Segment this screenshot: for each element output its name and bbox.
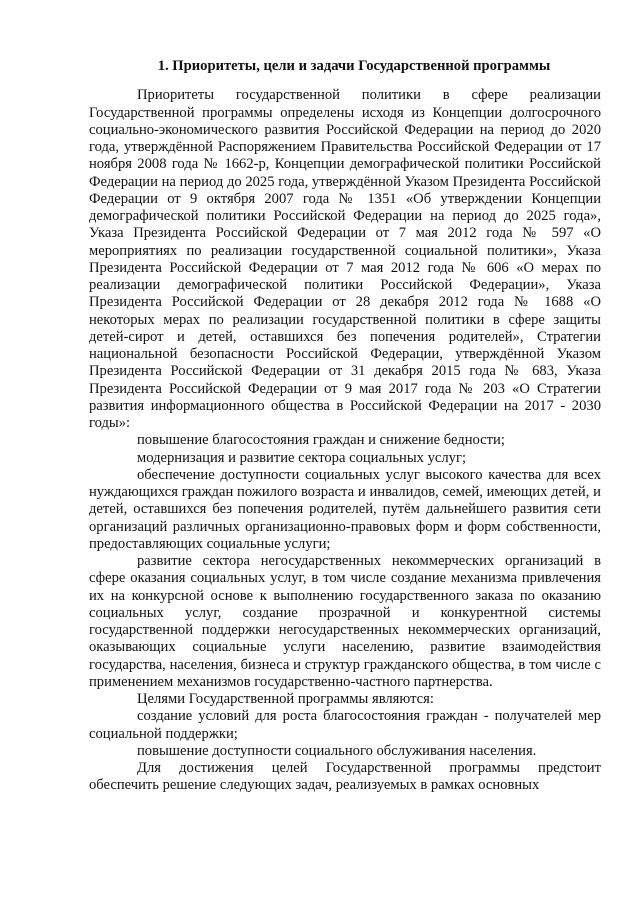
list-item-welfare: повышение благосостояния граждан и снижение бедности;: [137, 432, 505, 449]
list-item-ngo-sector: развитие сектора негосударственных некоммерческих организаций в сфере оказания социальных услуг, в том числе создание механизма привлечения их на конкурсной основе к выполнению государственного заказа по оказанию социальных услуг, создание прозрачной и конкурентной системы государственной поддержки негосударственных некоммерческих организаций, оказывающих социальные услуги населению, развитие взаимодействия государства, населения, бизнеса и структур гражданского общества, в том числе с применением механизмов государственно-частного партнерства.: [89, 553, 601, 690]
paragraph-goals-intro: Целями Государственной программы являются:: [137, 691, 434, 707]
paragraph-tasks-intro: Для достижения целей Государственной программы предстоит обеспечить решение следующих задач, реализуемых в рамках основных: [89, 760, 601, 794]
list-item-goal-service-access: повышение доступности социального обслуживания населения.: [137, 742, 537, 759]
section-heading: 1. Приоритеты, цели и задачи Государственной программы: [157, 58, 551, 74]
list-item-accessibility: обеспечение доступности социальных услуг высокого качества для всех нуждающихся граждан пожилого возраста и инвалидов, семей, имеющих детей, и детей, оставшихся без попечения родителей, путём дальнейшего развития сети организаций различных организационно-правовых форм и форм собственности, предоставляющих социальные услуги;: [89, 466, 601, 552]
list-item-modernization: модернизация и развитие сектора социальных услуг;: [137, 449, 466, 466]
document-page: [89, 58, 601, 795]
list-item-goal-welfare-growth: создание условий для роста благосостояния граждан - получателей мер социальной поддержки;: [89, 708, 601, 742]
paragraph-priorities: Приоритеты государственной политики в сфере реализации Государственной программы определены исходя из Концепции долгосрочного социально-экономического развития Российской Федерации на период до 2020 года, утверждённой Распоряжением Правительства Российской Федерации от 17 ноября 2008 года № 1662-р, Концепции демографической политики Российской Федерации на период до 2025 года, утверждённой Указом Президента Российской Федерации от 9 октября 2007 года № 1351 «Об утверждении Концепции демографической политики Российской Федерации на период до 2025 года», Указа Президента Российской Федерации от 7 мая 2012 года № 597 «О мероприятиях по реализации государственной социальной политики», Указа Президента Российской Федерации от 7 мая 2012 года № 606 «О мерах по реализации демографической политики Российской Федерации», Указа Президента Российской Федерации от 28 декабря 2012 года № 1688 «О некоторых мерах по реализации государственной политики в сфере защиты детей-сирот и детей, оставшихся без попечения родителей», Стратегии национальной безопасности Российской Федерации, утверждённой Указом Президента Российской Федерации от 31 декабря 2015 года № 683, Указа Президента Российской Федерации от 9 мая 2017 года № 203 «О Стратегии развития информационного общества в Российской Федерации на 2017 - 2030 годы»:: [89, 87, 601, 431]
